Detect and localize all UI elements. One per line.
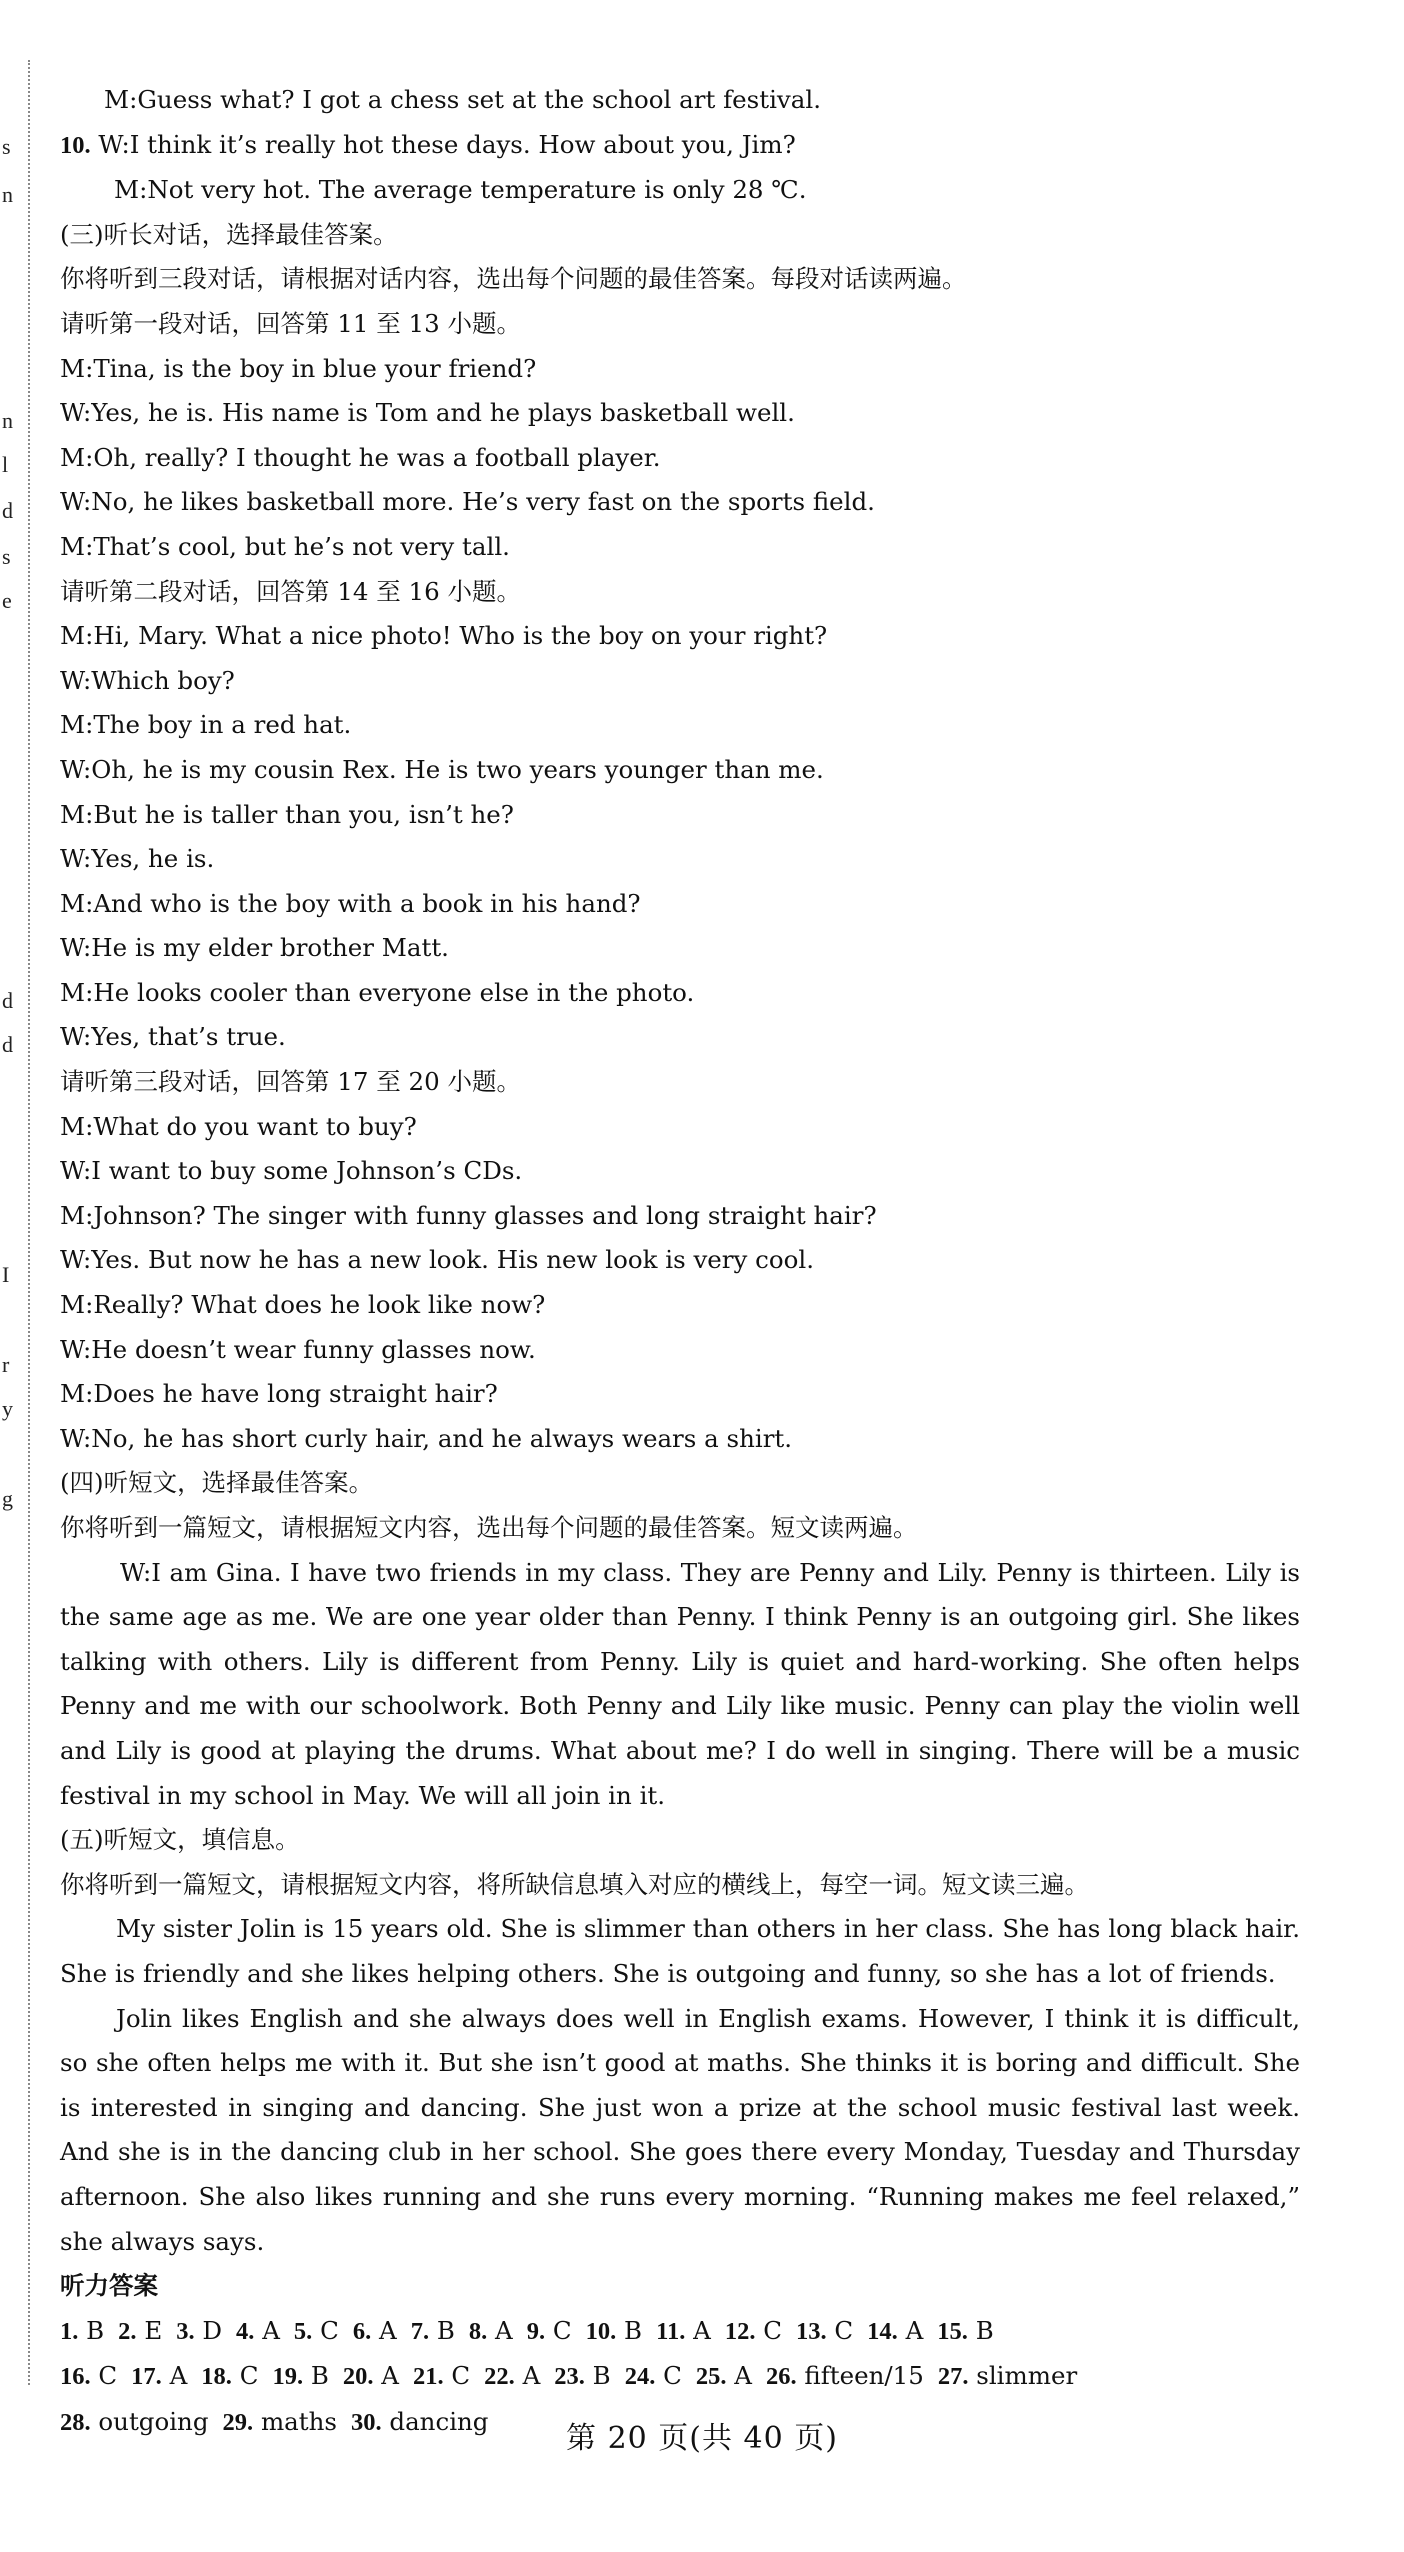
answer-item: 15. B (937, 2315, 994, 2345)
text-line: M:What do you want to buy? (60, 1111, 417, 1141)
margin-fragment: d (2, 1032, 13, 1057)
margin-fragment: r (2, 1352, 10, 1377)
answer-item: 11. A (656, 2315, 711, 2345)
answer-item: 4. A (236, 2315, 280, 2345)
answer-item: 29. maths (222, 2406, 337, 2436)
margin-fragment: d (2, 988, 13, 1013)
section-5-title: (五)听短文，填信息。 (60, 1825, 300, 1855)
text-line: M:He looks cooler than everyone else in the photo. (60, 977, 695, 1007)
answer-row (60, 2354, 1300, 2400)
text-line: M:But he is taller than you, isn’t he? (60, 799, 514, 829)
answer-item: 30. dancing (350, 2406, 489, 2436)
answer-item: 5. C (293, 2315, 339, 2345)
text-line: W:He is my elder brother Matt. (60, 933, 449, 963)
text-line: 你将听到三段对话，请根据对话内容，选出每个问题的最佳答案。每段对话读两遍。 (60, 264, 967, 294)
text-line: M:Johnson? The singer with funny glasses and long straight hair? (60, 1200, 877, 1230)
answer-item: 17. A (131, 2361, 188, 2391)
margin-fragment: s (2, 544, 11, 569)
answer-item: 7. B (410, 2315, 455, 2345)
text-line: 请听第一段对话，回答第 11 至 13 小题。 (60, 308, 522, 338)
section-5-instructions: 你将听到一篇短文，请根据短文内容，将所缺信息填入对应的横线上，每空一词。短文读三遍。 (60, 1869, 1089, 1899)
text-line: W:Yes, he is. His name is Tom and he plays basketball well. (60, 398, 795, 428)
answer-item: 8. A (468, 2315, 513, 2345)
margin-fragment: g (2, 1486, 13, 1511)
answer-item: 28. outgoing (60, 2406, 209, 2436)
answer-item: 26. fifteen/15 (765, 2361, 924, 2391)
answer-item: 23. B (554, 2361, 611, 2391)
answer-row (60, 2309, 1300, 2355)
answer-item: 13. C (796, 2315, 854, 2345)
answer-item: 10. B (585, 2315, 643, 2345)
text-line: W:Yes, that’s true. (60, 1022, 286, 1052)
answer-item: 1. B (60, 2315, 105, 2345)
text-line: 请听第二段对话，回答第 14 至 16 小题。 (60, 576, 522, 606)
text-line: W:No, he has short curly hair, and he always wears a shirt. (60, 1423, 793, 1453)
text-line: M:Really? What does he look like now? (60, 1290, 546, 1320)
text-line: W:Which boy? (60, 665, 235, 695)
question-number: 10. (60, 131, 91, 159)
page-footer: 第 20 页(共 40 页) (566, 2421, 838, 2456)
answer-item: 21. C (412, 2361, 471, 2391)
dialogue-lines (60, 78, 1300, 1551)
answer-item: 18. C (201, 2361, 259, 2391)
text-line: W:Oh, he is my cousin Rex. He is two years younger than me. (60, 754, 824, 784)
text-line: M:Guess what? I got a chess set at the school art festival. (104, 85, 822, 114)
margin-fragment: l (2, 452, 9, 477)
margin-fragment: y (2, 1396, 13, 1421)
passage-4: W:I am Gina. I have two friends in my class. They are Penny and Lily. Penny is thirteen. Lily is the same age as me. We are one year older than Penny. I think Penny is an outgoing girl. She likes talking with others. Lily is different from Penny. Lily is quiet and hard-working. She often helps Penny and me with our schoolwork. Both Penny and Lily like music. Penny can play the violin well and Lily is good at playing the drums. What about me? I do well in singing. There will be a music festival in my school in May. We will all join in it. (60, 1557, 1300, 1810)
text-line: W:Yes. But now he has a new look. His new look is very cool. (60, 1245, 814, 1275)
answer-item: 20. A (342, 2361, 399, 2391)
answer-item: 9. C (526, 2315, 572, 2345)
text-line: (四)听短文，选择最佳答案。 (60, 1468, 374, 1498)
text-line: 你将听到一篇短文，请根据短文内容，选出每个问题的最佳答案。短文读两遍。 (60, 1513, 918, 1542)
text-line: M:And who is the boy with a book in his hand? (60, 888, 641, 918)
passage-5-paragraph-1: My sister Jolin is 15 years old. She is slimmer than others in her class. She has long black hair. She is friendly and she likes helping others. She is outgoing and funny, so she has a lot of friends. (60, 1914, 1300, 1988)
page-content (60, 78, 1300, 2445)
answer-item: 19. B (272, 2361, 329, 2391)
binding-line (28, 60, 30, 2385)
answer-item: 24. C (624, 2361, 682, 2391)
answer-item: 6. A (352, 2315, 397, 2345)
margin-fragment: s (2, 134, 11, 159)
margin-fragment: d (2, 498, 13, 523)
text-line: 请听第三段对话，回答第 17 至 20 小题。 (60, 1067, 522, 1097)
text-line: 10. W:I think it’s really hot these days. How about you, Jim? (60, 129, 796, 159)
passage-5-paragraph-2: Jolin likes English and she always does well in English exams. However, I think it is difficult, so she often helps me with it. But she isn’t good at maths. She thinks it is boring and difficult. She is interested in singing and dancing. She just won a prize at the school music festival last week. And she is in the dancing club in her school. She goes there every Monday, Tuesday and Thursday afternoon. She also likes running and she runs every morning. “Running makes me feel relaxed,” she always says. (60, 2003, 1300, 2256)
answer-item: 27. slimmer (937, 2361, 1078, 2391)
answer-item: 25. A (695, 2361, 752, 2391)
margin-fragment: n (2, 408, 13, 433)
text-line: M:Does he have long straight hair? (60, 1379, 498, 1409)
text-line: M:Hi, Mary. What a nice photo! Who is the boy on your right? (60, 621, 828, 651)
text-line: M:Tina, is the boy in blue your friend? (60, 353, 537, 383)
margin-fragment: I (2, 1262, 10, 1287)
answer-item: 3. D (176, 2315, 223, 2345)
answer-item: 22. A (484, 2361, 541, 2391)
text-line: M:Not very hot. The average temperature is only 28 ℃. (114, 175, 807, 205)
text-line: W:I want to buy some Johnson’s CDs. (60, 1156, 523, 1186)
margin-fragment: e (2, 588, 12, 613)
answer-item: 12. C (724, 2315, 782, 2345)
margin-fragment: n (2, 182, 13, 207)
text-line: W:Yes, he is. (60, 844, 215, 874)
answer-item: 16. C (60, 2361, 118, 2391)
text-line: M:That’s cool, but he’s not very tall. (60, 531, 510, 561)
answer-item: 14. A (867, 2315, 924, 2345)
text-line: W:No, he likes basketball more. He’s very fast on the sports field. (60, 487, 875, 517)
text-line: W:He doesn’t wear funny glasses now. (60, 1334, 536, 1364)
text-line: M:Oh, really? I thought he was a football player. (60, 442, 661, 472)
text-line: (三)听长对话，选择最佳答案。 (60, 219, 398, 249)
answers-title: 听力答案 (60, 2271, 158, 2301)
answer-item: 2. E (118, 2315, 163, 2345)
text-line: M:The boy in a red hat. (60, 710, 352, 740)
